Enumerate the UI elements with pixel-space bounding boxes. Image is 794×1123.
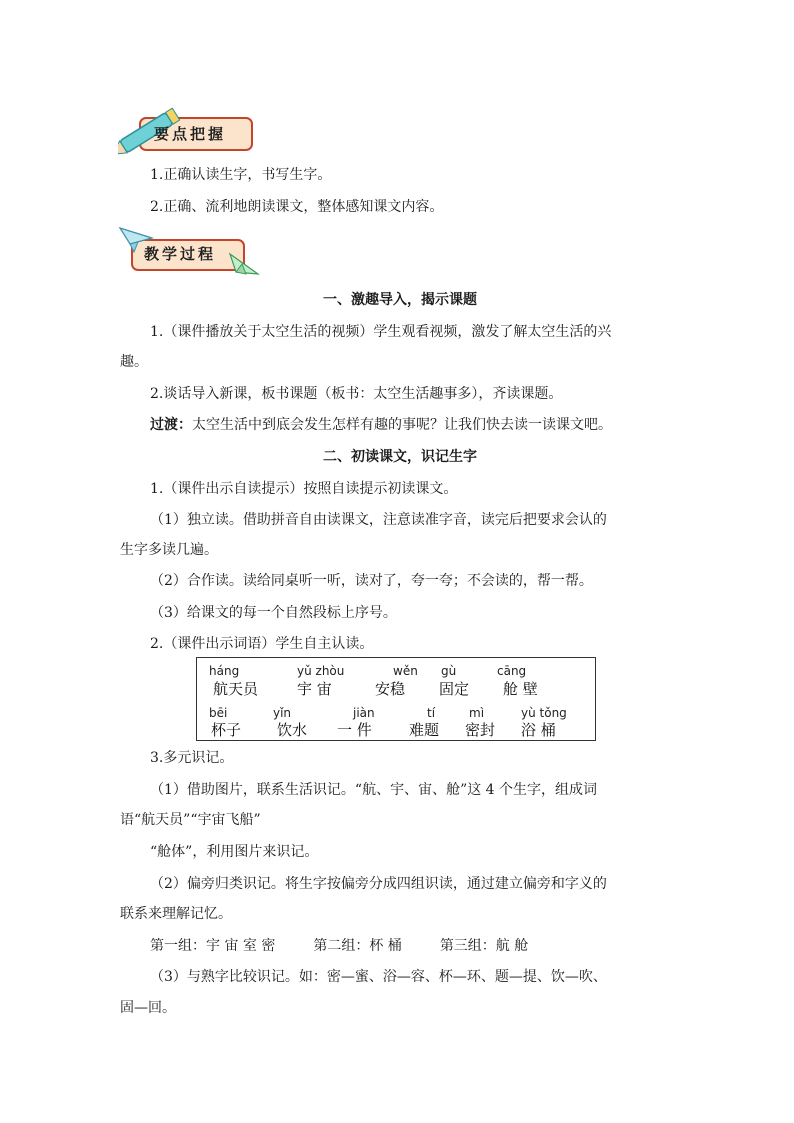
word-hanzi: 一 件: [337, 721, 372, 739]
key-point-2: 2.正确、流利地朗读课文，整体感知课文内容。: [150, 199, 444, 215]
word-hanzi: 安稳: [375, 680, 406, 698]
word-pinyin: mì: [469, 706, 485, 720]
word-hanzi: 宇 宙: [297, 680, 332, 698]
section1-p2: 2.谈话导入新课，板书课题（板书：太空生活趣事多），齐读课题。: [150, 386, 563, 402]
section2-m2-line1: （2）偏旁归类识记。将生字按偏旁分成四组识读，通过建立偏旁和字义的: [150, 876, 607, 892]
word-pinyin: yǔ zhòu: [297, 664, 345, 678]
key-point-1: 1.正确认读生字，书写生字。: [150, 167, 332, 183]
section2-m3-line1: （3）与熟字比较识记。如：密—蜜、浴—容、杯—环、题—提、饮—吹、: [150, 969, 607, 985]
section2-m1-line3: “舱体”，利用图片来识记。: [150, 844, 319, 860]
word-hanzi: 舱 壁: [503, 680, 538, 698]
radical-group-3: 第三组：航 舱: [439, 938, 529, 954]
section2-s1-line1: （1）独立读。借助拼音自由读课文，注意读准字音，读完后把要求会认的: [150, 512, 607, 528]
transition-text: 太空生活中到底会发生怎样有趣的事呢？让我们快去读一读课文吧。: [192, 417, 612, 433]
word-pinyin: cāng: [497, 664, 527, 678]
transition-label: 过渡：: [150, 417, 192, 433]
word-hanzi: 饮水: [277, 721, 308, 739]
teaching-process-title: 教学过程: [144, 245, 217, 263]
key-points-banner: [118, 104, 258, 156]
section2-m1-line1: （1）借助图片，联系生活识记。“航、宇、宙、舱”这 4 个生字，组成词: [150, 782, 598, 798]
vocabulary-box: [196, 657, 596, 741]
radical-group-2: 第二组：杯 桶: [313, 938, 402, 954]
word-hanzi: 难题: [409, 721, 440, 739]
word-pinyin: yù tǒng: [521, 706, 567, 720]
key-points-title: 要点把握: [154, 125, 227, 143]
word-hanzi: 浴 桶: [521, 721, 556, 739]
section2-m3-line2: 固—回。: [120, 1000, 176, 1016]
section2-m2-line2: 联系来理解记忆。: [120, 906, 232, 922]
word-hanzi: 固定: [439, 680, 470, 698]
word-hanzi: 杯子: [211, 721, 242, 739]
section2-s2: （2）合作读。读给同桌听一听，读对了，夸一夸；不会读的，帮一帮。: [150, 573, 593, 589]
word-pinyin: jiàn: [353, 706, 375, 720]
word-hanzi: 密封: [465, 721, 496, 739]
section1-p1-line1: 1.（课件播放关于太空生活的视频）学生观看视频，激发了解太空生活的兴: [150, 324, 612, 340]
section2-p2: 2.（课件出示词语）学生自主认读。: [150, 636, 374, 652]
word-pinyin: yǐn: [273, 706, 292, 720]
word-pinyin: wěn: [393, 664, 418, 678]
section1-heading: 一、激趣导入，揭示课题: [323, 292, 477, 308]
radical-groups: [150, 936, 650, 956]
word-pinyin: háng: [209, 664, 240, 678]
section1-p1-line2: 趣。: [120, 354, 148, 370]
section2-m1-line2: 语“航天员”“宇宙飞船”: [120, 812, 261, 828]
teaching-process-banner: [118, 224, 260, 280]
word-hanzi: 航天员: [213, 680, 259, 698]
section2-s3: （3）给课文的每一个自然段标上序号。: [150, 605, 397, 621]
radical-group-1: 第一组：宇 宙 室 密: [150, 938, 276, 954]
section2-s1-line2: 生字多读几遍。: [120, 542, 218, 558]
word-pinyin: gù: [441, 664, 457, 678]
section2-p3: 3.多元识记。: [150, 750, 234, 766]
section2-p1: 1.（课件出示自读提示）按照自读提示初读课文。: [150, 481, 458, 497]
word-pinyin: bēi: [209, 706, 228, 720]
section1-transition: [150, 415, 710, 435]
word-pinyin: tí: [427, 706, 436, 720]
section2-heading: 二、初读课文，识记生字: [323, 449, 477, 465]
